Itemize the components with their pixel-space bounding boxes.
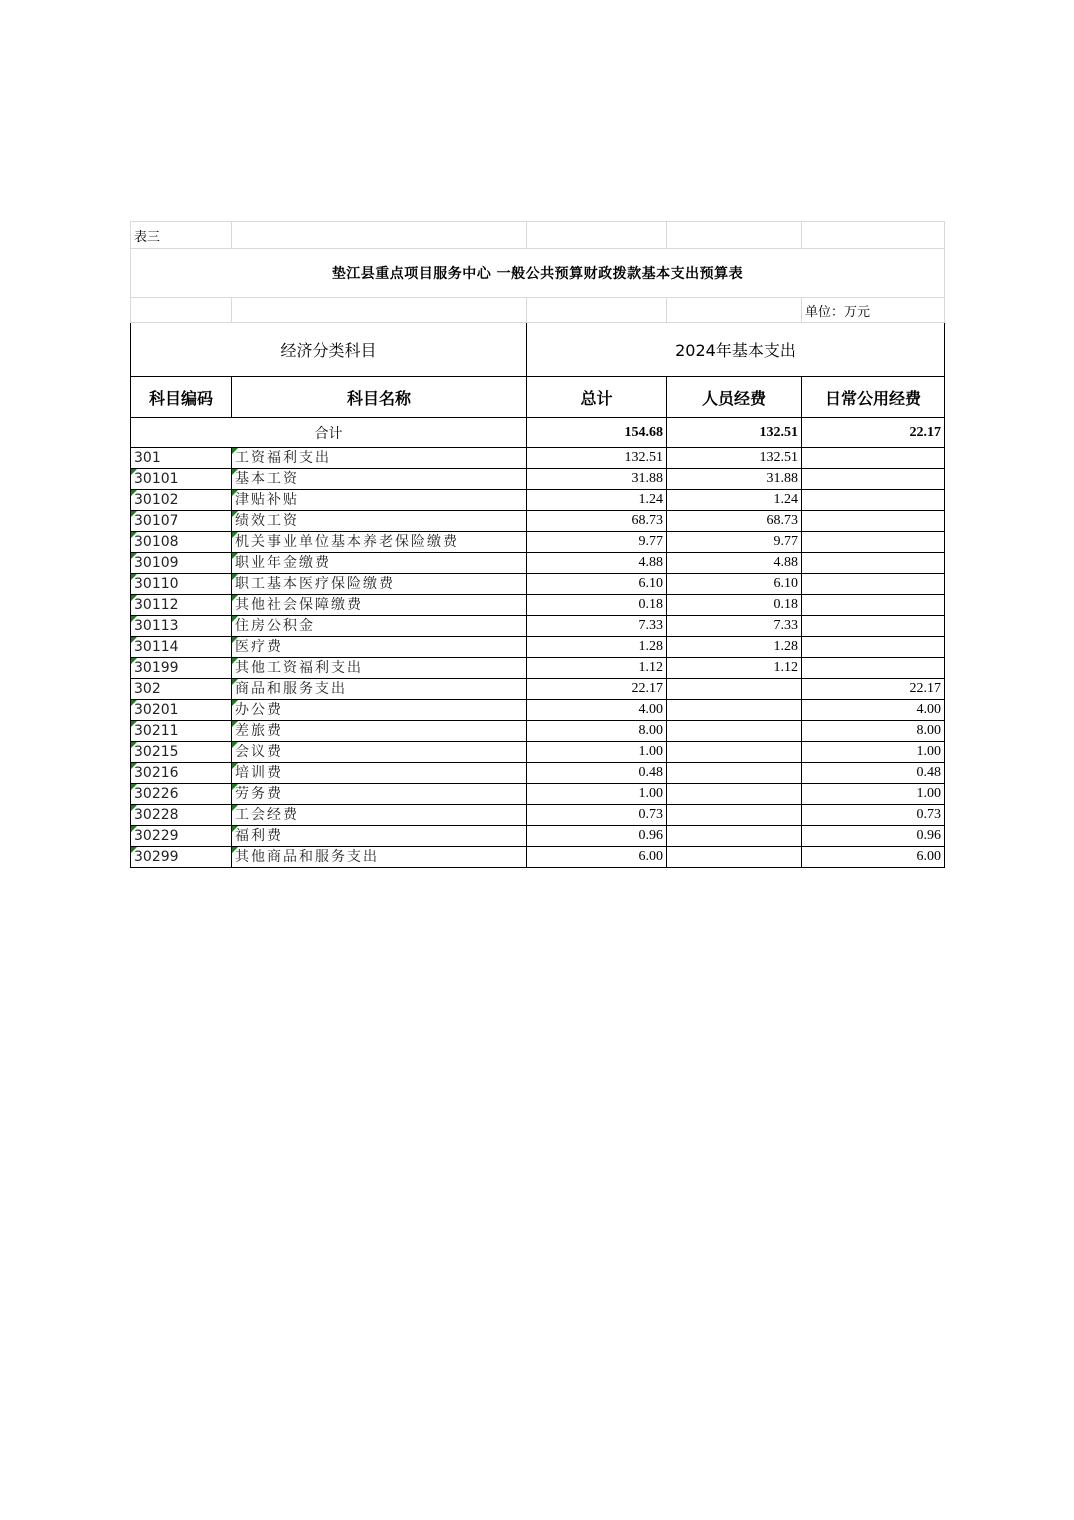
row-code-text: 30109 [134, 555, 179, 571]
row-code-text: 30201 [134, 702, 179, 718]
text-cell-marker-icon [232, 511, 238, 517]
row-public [802, 847, 945, 868]
row-public [802, 637, 945, 658]
text-cell-marker-icon [131, 490, 137, 496]
row-public-text: 0.48 [916, 765, 941, 780]
row-public [802, 805, 945, 826]
text-cell-marker-icon [232, 742, 238, 748]
row-total-text: 132.51 [624, 450, 663, 465]
row-personnel-text: 9.77 [773, 534, 798, 549]
row-total-text: 8.00 [638, 723, 663, 738]
text-cell-marker-icon [131, 532, 137, 538]
table-row [131, 700, 945, 721]
row-total-text: 0.73 [638, 807, 663, 822]
row-name [232, 574, 527, 595]
row-personnel [667, 574, 802, 595]
row-code-text: 30112 [134, 597, 179, 613]
row-code [131, 637, 232, 658]
row-personnel [667, 532, 802, 553]
text-cell-marker-icon [131, 805, 137, 811]
row-public [802, 574, 945, 595]
table-row [131, 616, 945, 637]
row-code [131, 805, 232, 826]
row-name-text: 职业年金缴费 [235, 555, 331, 571]
row-code-text: 30107 [134, 513, 179, 529]
row-personnel [667, 847, 802, 868]
row-total [527, 826, 667, 847]
sheet-label-row [131, 222, 945, 249]
row-code [131, 679, 232, 700]
text-cell-marker-icon [131, 595, 137, 601]
text-cell-marker-icon [131, 469, 137, 475]
header-name: 科目名称 [232, 377, 527, 418]
row-personnel [667, 595, 802, 616]
row-total [527, 805, 667, 826]
row-name-text: 津贴补贴 [235, 492, 299, 508]
row-code [131, 490, 232, 511]
row-total [527, 847, 667, 868]
text-cell-marker-icon [232, 532, 238, 538]
row-total [527, 721, 667, 742]
row-total-text: 9.77 [638, 534, 663, 549]
row-total [527, 679, 667, 700]
row-name-text: 其他商品和服务支出 [235, 849, 379, 865]
row-code [131, 469, 232, 490]
text-cell-marker-icon [131, 616, 137, 622]
table-row [131, 805, 945, 826]
table-row [131, 763, 945, 784]
row-total-text: 7.33 [638, 618, 663, 633]
row-name-text: 福利费 [235, 828, 283, 844]
row-code-text: 30228 [134, 807, 179, 823]
text-cell-marker-icon [232, 784, 238, 790]
row-total [527, 490, 667, 511]
row-public [802, 595, 945, 616]
row-personnel [667, 616, 802, 637]
text-cell-marker-icon [131, 700, 137, 706]
row-personnel-text: 4.88 [773, 555, 798, 570]
row-public [802, 658, 945, 679]
text-cell-marker-icon [232, 763, 238, 769]
row-name [232, 511, 527, 532]
table-row [131, 553, 945, 574]
table-row [131, 721, 945, 742]
row-code [131, 553, 232, 574]
row-name-text: 商品和服务支出 [235, 681, 347, 697]
total-personnel: 132.51 [667, 418, 802, 448]
row-name [232, 658, 527, 679]
budget-table [130, 221, 945, 868]
row-name [232, 847, 527, 868]
row-total-text: 4.88 [638, 555, 663, 570]
row-name [232, 763, 527, 784]
text-cell-marker-icon [232, 553, 238, 559]
row-total [527, 511, 667, 532]
row-code-text: 30211 [134, 723, 179, 739]
row-public-text: 4.00 [916, 702, 941, 717]
text-cell-marker-icon [232, 637, 238, 643]
text-cell-marker-icon [232, 700, 238, 706]
row-total-text: 0.48 [638, 765, 663, 780]
row-total [527, 742, 667, 763]
row-code [131, 784, 232, 805]
row-code [131, 658, 232, 679]
row-code-text: 30101 [134, 471, 179, 487]
text-cell-marker-icon [232, 448, 238, 454]
unit-label: 单位：万元 [802, 298, 945, 323]
header-econ-category: 经济分类科目 [131, 323, 527, 377]
row-code [131, 742, 232, 763]
row-public [802, 616, 945, 637]
text-cell-marker-icon [232, 490, 238, 496]
row-code-text: 30113 [134, 618, 179, 634]
row-code-text: 30226 [134, 786, 179, 802]
row-name [232, 721, 527, 742]
row-code [131, 511, 232, 532]
row-public-text: 0.73 [916, 807, 941, 822]
table-row [131, 595, 945, 616]
row-total [527, 595, 667, 616]
row-name [232, 532, 527, 553]
sheet-label: 表三 [131, 222, 232, 249]
row-total [527, 553, 667, 574]
page-title: 垫江县重点项目服务中心 一般公共预算财政拨款基本支出预算表 [131, 249, 945, 298]
row-code-text: 30216 [134, 765, 179, 781]
table-row [131, 637, 945, 658]
row-total [527, 469, 667, 490]
row-personnel [667, 763, 802, 784]
row-public [802, 511, 945, 532]
row-name [232, 595, 527, 616]
row-name [232, 700, 527, 721]
text-cell-marker-icon [131, 511, 137, 517]
row-total [527, 532, 667, 553]
row-name-text: 机关事业单位基本养老保险缴费 [235, 534, 459, 550]
row-code-text: 30102 [134, 492, 179, 508]
title-row [131, 249, 945, 298]
text-cell-marker-icon [131, 826, 137, 832]
row-public [802, 826, 945, 847]
row-name-text: 住房公积金 [235, 618, 315, 634]
row-public [802, 763, 945, 784]
row-code [131, 847, 232, 868]
row-personnel [667, 721, 802, 742]
row-total [527, 616, 667, 637]
row-total-text: 68.73 [631, 513, 663, 528]
row-public [802, 700, 945, 721]
header-public: 日常公用经费 [802, 377, 945, 418]
row-name-text: 劳务费 [235, 786, 283, 802]
total-label: 合计 [131, 418, 527, 448]
row-total-text: 4.00 [638, 702, 663, 717]
text-cell-marker-icon [232, 679, 238, 685]
row-name [232, 805, 527, 826]
row-personnel-text: 6.10 [773, 576, 798, 591]
row-code [131, 595, 232, 616]
row-public [802, 490, 945, 511]
header-total: 总计 [527, 377, 667, 418]
text-cell-marker-icon [131, 742, 137, 748]
row-code-text: 30114 [134, 639, 179, 655]
row-public [802, 469, 945, 490]
text-cell-marker-icon [232, 721, 238, 727]
row-name-text: 基本工资 [235, 471, 299, 487]
row-public [802, 448, 945, 469]
text-cell-marker-icon [232, 595, 238, 601]
row-personnel-text: 1.28 [773, 639, 798, 654]
row-name [232, 826, 527, 847]
header-code: 科目编码 [131, 377, 232, 418]
row-code-text: 30110 [134, 576, 179, 592]
row-code-text: 301 [134, 450, 161, 466]
row-public-text: 22.17 [909, 681, 941, 696]
row-code-text: 30299 [134, 849, 179, 865]
row-total [527, 784, 667, 805]
row-name-text: 其他社会保障缴费 [235, 597, 363, 613]
text-cell-marker-icon [232, 574, 238, 580]
text-cell-marker-icon [131, 637, 137, 643]
row-personnel [667, 826, 802, 847]
row-code [131, 574, 232, 595]
text-cell-marker-icon [131, 658, 137, 664]
total-row [131, 418, 945, 448]
row-public [802, 721, 945, 742]
text-cell-marker-icon [131, 784, 137, 790]
row-name [232, 469, 527, 490]
row-name-text: 会议费 [235, 744, 283, 760]
total-public: 22.17 [802, 418, 945, 448]
table-row [131, 742, 945, 763]
text-cell-marker-icon [232, 658, 238, 664]
row-public [802, 742, 945, 763]
row-name [232, 553, 527, 574]
row-personnel [667, 784, 802, 805]
row-code [131, 826, 232, 847]
row-personnel-text: 31.88 [766, 471, 798, 486]
table-row [131, 679, 945, 700]
row-name-text: 职工基本医疗保险缴费 [235, 576, 395, 592]
header-year-basic: 2024年基本支出 [527, 323, 945, 377]
row-total-text: 1.28 [638, 639, 663, 654]
text-cell-marker-icon [232, 469, 238, 475]
header-row-2 [131, 377, 945, 418]
row-total [527, 448, 667, 469]
table-row [131, 784, 945, 805]
table-row [131, 658, 945, 679]
row-personnel [667, 448, 802, 469]
table-row [131, 847, 945, 868]
row-name-text: 工资福利支出 [235, 450, 331, 466]
row-code-text: 30108 [134, 534, 179, 550]
row-personnel [667, 490, 802, 511]
row-name-text: 培训费 [235, 765, 283, 781]
row-name [232, 742, 527, 763]
table-row [131, 448, 945, 469]
row-name-text: 绩效工资 [235, 513, 299, 529]
row-public-text: 1.00 [916, 744, 941, 759]
row-total-text: 0.96 [638, 828, 663, 843]
row-code [131, 763, 232, 784]
row-public-text: 1.00 [916, 786, 941, 801]
unit-row [131, 298, 945, 323]
row-total [527, 574, 667, 595]
text-cell-marker-icon [131, 553, 137, 559]
row-code [131, 448, 232, 469]
row-code [131, 532, 232, 553]
row-total [527, 700, 667, 721]
text-cell-marker-icon [232, 616, 238, 622]
row-name-text: 其他工资福利支出 [235, 660, 363, 676]
row-total-text: 1.12 [638, 660, 663, 675]
text-cell-marker-icon [131, 721, 137, 727]
row-name-text: 差旅费 [235, 723, 283, 739]
row-total-text: 1.00 [638, 786, 663, 801]
row-name [232, 448, 527, 469]
table-body [131, 323, 945, 868]
row-total-text: 6.00 [638, 849, 663, 864]
row-total [527, 763, 667, 784]
row-personnel [667, 679, 802, 700]
row-name [232, 637, 527, 658]
table-row [131, 469, 945, 490]
row-total [527, 637, 667, 658]
table-row [131, 490, 945, 511]
row-public [802, 532, 945, 553]
text-cell-marker-icon [131, 763, 137, 769]
row-public-text: 8.00 [916, 723, 941, 738]
row-personnel [667, 511, 802, 532]
row-personnel-text: 0.18 [773, 597, 798, 612]
row-public-text: 0.96 [916, 828, 941, 843]
table-row [131, 511, 945, 532]
row-code [131, 700, 232, 721]
row-name [232, 490, 527, 511]
table-row [131, 532, 945, 553]
row-personnel-text: 132.51 [759, 450, 798, 465]
row-code-text: 30199 [134, 660, 179, 676]
row-personnel [667, 553, 802, 574]
row-total [527, 658, 667, 679]
row-personnel [667, 700, 802, 721]
table-row [131, 574, 945, 595]
header-row-1 [131, 323, 945, 377]
text-cell-marker-icon [131, 847, 137, 853]
row-code-text: 30215 [134, 744, 179, 760]
row-personnel-text: 1.24 [773, 492, 798, 507]
row-public [802, 679, 945, 700]
row-name-text: 办公费 [235, 702, 283, 718]
row-personnel-text: 7.33 [773, 618, 798, 633]
row-public [802, 784, 945, 805]
row-name-text: 工会经费 [235, 807, 299, 823]
row-name-text: 医疗费 [235, 639, 283, 655]
text-cell-marker-icon [131, 574, 137, 580]
header-personnel: 人员经费 [667, 377, 802, 418]
row-total-text: 0.18 [638, 597, 663, 612]
row-code-text: 30229 [134, 828, 179, 844]
total-total: 154.68 [527, 418, 667, 448]
row-personnel [667, 742, 802, 763]
row-personnel [667, 658, 802, 679]
row-code [131, 721, 232, 742]
row-personnel [667, 805, 802, 826]
row-personnel [667, 469, 802, 490]
row-personnel-text: 68.73 [766, 513, 798, 528]
text-cell-marker-icon [232, 805, 238, 811]
row-code-text: 302 [134, 681, 161, 697]
row-code [131, 616, 232, 637]
row-total-text: 6.10 [638, 576, 663, 591]
row-total-text: 1.00 [638, 744, 663, 759]
table-row [131, 826, 945, 847]
text-cell-marker-icon [232, 847, 238, 853]
row-personnel [667, 637, 802, 658]
row-public [802, 553, 945, 574]
row-name [232, 679, 527, 700]
row-name [232, 616, 527, 637]
row-name [232, 784, 527, 805]
row-public-text: 6.00 [916, 849, 941, 864]
row-personnel-text: 1.12 [773, 660, 798, 675]
row-total-text: 31.88 [631, 471, 663, 486]
row-total-text: 1.24 [638, 492, 663, 507]
text-cell-marker-icon [232, 826, 238, 832]
row-total-text: 22.17 [631, 681, 663, 696]
